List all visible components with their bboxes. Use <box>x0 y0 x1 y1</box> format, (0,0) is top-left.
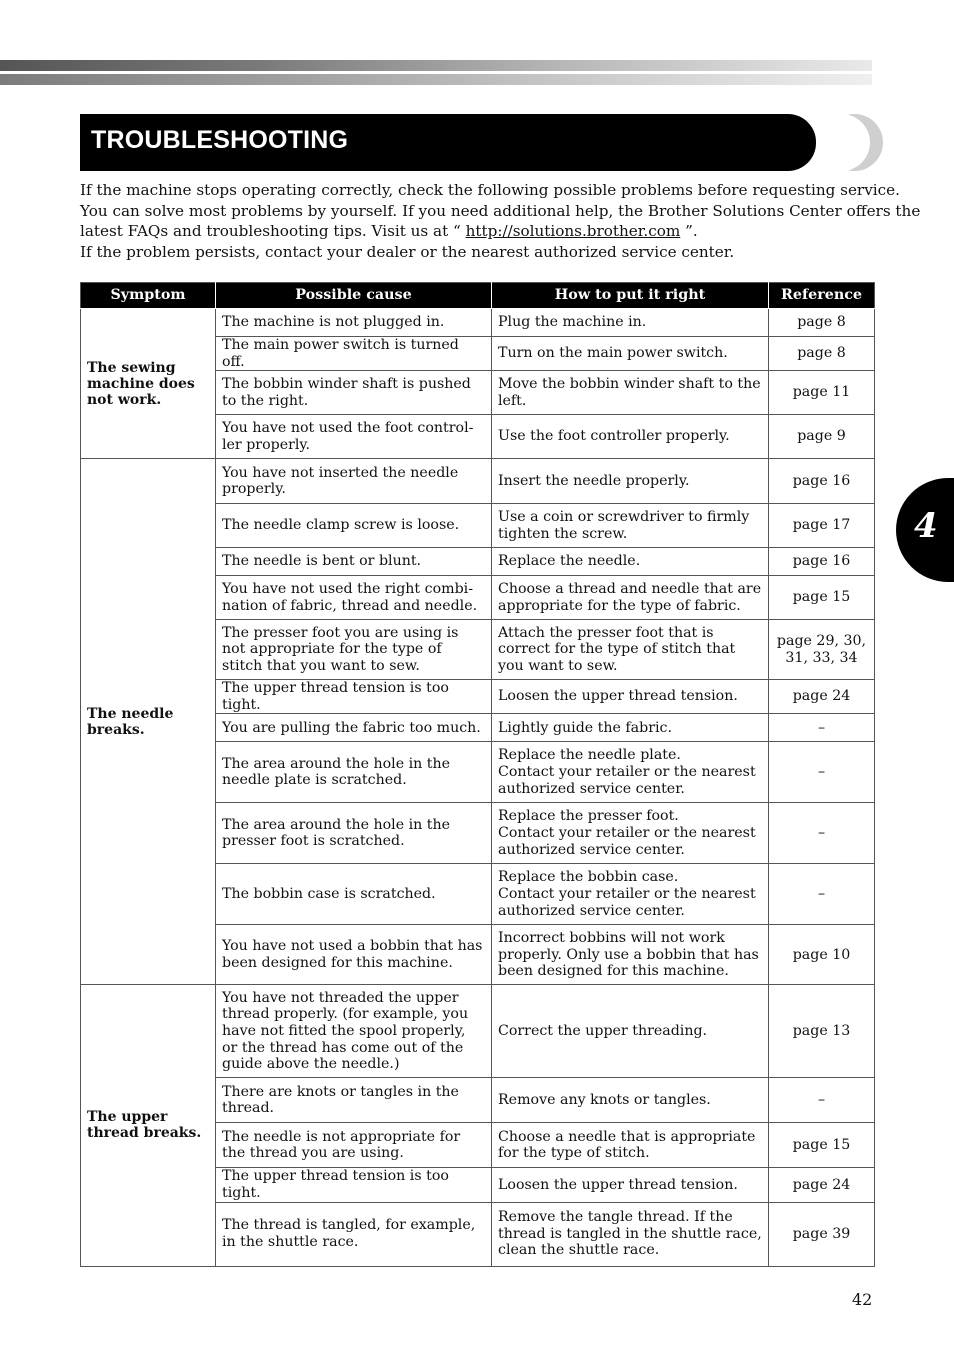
reference-cell: page 11 <box>769 371 875 415</box>
solutions-center-link[interactable]: http://solutions.brother.com <box>465 222 681 241</box>
reference-cell: page 8 <box>769 337 875 371</box>
fix-cell: Choose a needle that is appropriate for the type of stitch. <box>492 1123 769 1168</box>
symptom-cell: The upper thread breaks. <box>81 985 216 1266</box>
cause-cell: You have not used the foot controller properly. <box>216 415 492 459</box>
table-row <box>81 309 875 337</box>
troubleshooting-table <box>80 282 875 1267</box>
reference-cell: – <box>769 1078 875 1123</box>
cause-cell: The needle is not appropriate for the thread you are using. <box>216 1123 492 1168</box>
reference-cell: – <box>769 864 875 925</box>
fix-cell: Turn on the main power switch. <box>492 337 769 371</box>
fix-cell: Use a coin or screwdriver to firmly tighten the screw. <box>492 504 769 548</box>
fix-cell: Insert the needle properly. <box>492 459 769 504</box>
fix-cell: Remove the tangle thread. If the thread is tangled in the shuttle race, clean the shuttle race. <box>492 1202 769 1266</box>
fix-cell: Replace the presser foot. Contact your retailer or the nearest authorized service center. <box>492 803 769 864</box>
page-title: TROUBLESHOOTING <box>91 126 349 154</box>
fix-cell: Loosen the upper thread tension. <box>492 1168 769 1202</box>
reference-cell: page 17 <box>769 504 875 548</box>
page-number: 42 <box>852 1290 873 1309</box>
reference-cell: page 24 <box>769 680 875 714</box>
cause-cell: The presser foot you are using is not appropriate for the type of stitch that you want to sew. <box>216 620 492 680</box>
cause-cell: The area around the hole in the needle plate is scratched. <box>216 742 492 803</box>
cause-cell: The needle is bent or blunt. <box>216 548 492 576</box>
intro-line-3-after: ”. <box>680 222 698 241</box>
fix-cell: Lightly guide the fabric. <box>492 714 769 742</box>
chapter-number: 4 <box>914 506 938 546</box>
symptom-cell: The sewing machine does not work. <box>81 309 216 459</box>
cause-cell: The needle clamp screw is loose. <box>216 504 492 548</box>
intro-line-3 <box>80 221 872 242</box>
header-stripe-bottom <box>0 74 872 85</box>
fix-cell: Replace the needle plate. Contact your retailer or the nearest authorized service center. <box>492 742 769 803</box>
fix-cell: Move the bobbin winder shaft to the left. <box>492 371 769 415</box>
fix-cell: Remove any knots or tangles. <box>492 1078 769 1123</box>
reference-cell: page 16 <box>769 459 875 504</box>
table-header-row <box>81 283 875 309</box>
fix-cell: Use the foot controller properly. <box>492 415 769 459</box>
reference-cell: – <box>769 742 875 803</box>
cause-cell: You have not threaded the upper thread properly. (for example, you have not fitted the spool properly, or the thread has come out of the guide above the needle.) <box>216 985 492 1078</box>
reference-cell: page 39 <box>769 1202 875 1266</box>
section-title-banner <box>80 114 872 171</box>
fix-cell: Replace the bobbin case. Contact your retailer or the nearest authorized service center. <box>492 864 769 925</box>
cause-cell: The thread is tangled, for example, in the shuttle race. <box>216 1202 492 1266</box>
intro-line-1: If the machine stops operating correctly, check the following possible problems before requesting service. <box>80 181 900 199</box>
fix-cell: Incorrect bobbins will not work properly. Only use a bobbin that has been designed for this machine. <box>492 925 769 985</box>
header-possible-cause: Possible cause <box>216 283 492 309</box>
intro-line-4: If the problem persists, contact your dealer or the nearest authorized service center. <box>80 243 735 262</box>
cause-cell: You have not used a bobbin that has been designed for this machine. <box>216 925 492 985</box>
chapter-tab <box>896 478 954 582</box>
cause-cell: You have not used the right combination of fabric, thread and needle. <box>216 576 492 620</box>
table-row <box>81 985 875 1078</box>
fix-cell: Attach the presser foot that is correct for the type of stitch that you want to sew. <box>492 620 769 680</box>
fix-cell: Loosen the upper thread tension. <box>492 680 769 714</box>
reference-cell: page 9 <box>769 415 875 459</box>
banner-ring-gap <box>813 114 870 171</box>
fix-cell: Correct the upper threading. <box>492 985 769 1078</box>
reference-cell: page 15 <box>769 1123 875 1168</box>
cause-cell: You are pulling the fabric too much. <box>216 714 492 742</box>
cause-cell: There are knots or tangles in the thread. <box>216 1078 492 1123</box>
banner-bar <box>80 114 816 171</box>
symptom-cell: The needle breaks. <box>81 459 216 985</box>
header-reference: Reference <box>769 283 875 309</box>
cause-cell: The main power switch is turned off. <box>216 337 492 371</box>
cause-cell: The area around the hole in the presser foot is scratched. <box>216 803 492 864</box>
cause-cell: You have not inserted the needle properly. <box>216 459 492 504</box>
reference-cell: page 13 <box>769 985 875 1078</box>
cause-cell: The bobbin case is scratched. <box>216 864 492 925</box>
header-stripe-top <box>0 60 872 71</box>
cause-cell: The upper thread tension is too tight. <box>216 680 492 714</box>
reference-cell: page 8 <box>769 309 875 337</box>
intro-line-2: You can solve most problems by yourself. If you need additional help, the Brother Solutions Center offers the <box>80 201 921 220</box>
intro-line-3-before: latest FAQs and troubleshooting tips. Visit us at “ <box>80 222 466 241</box>
fix-cell: Choose a thread and needle that are appropriate for the type of fabric. <box>492 576 769 620</box>
reference-cell: page 29, 30, 31, 33, 34 <box>769 620 875 680</box>
table-row <box>81 459 875 504</box>
reference-cell: – <box>769 714 875 742</box>
reference-cell: page 16 <box>769 548 875 576</box>
cause-cell: The bobbin winder shaft is pushed to the right. <box>216 371 492 415</box>
cause-cell: The upper thread tension is too tight. <box>216 1168 492 1202</box>
fix-cell: Plug the machine in. <box>492 309 769 337</box>
reference-cell: page 10 <box>769 925 875 985</box>
header-symptom: Symptom <box>81 283 216 309</box>
fix-cell: Replace the needle. <box>492 548 769 576</box>
header-how-to-fix: How to put it right <box>492 283 769 309</box>
intro-paragraph <box>80 180 921 263</box>
reference-cell: page 24 <box>769 1168 875 1202</box>
cause-cell: The machine is not plugged in. <box>216 309 492 337</box>
reference-cell: – <box>769 803 875 864</box>
reference-cell: page 15 <box>769 576 875 620</box>
